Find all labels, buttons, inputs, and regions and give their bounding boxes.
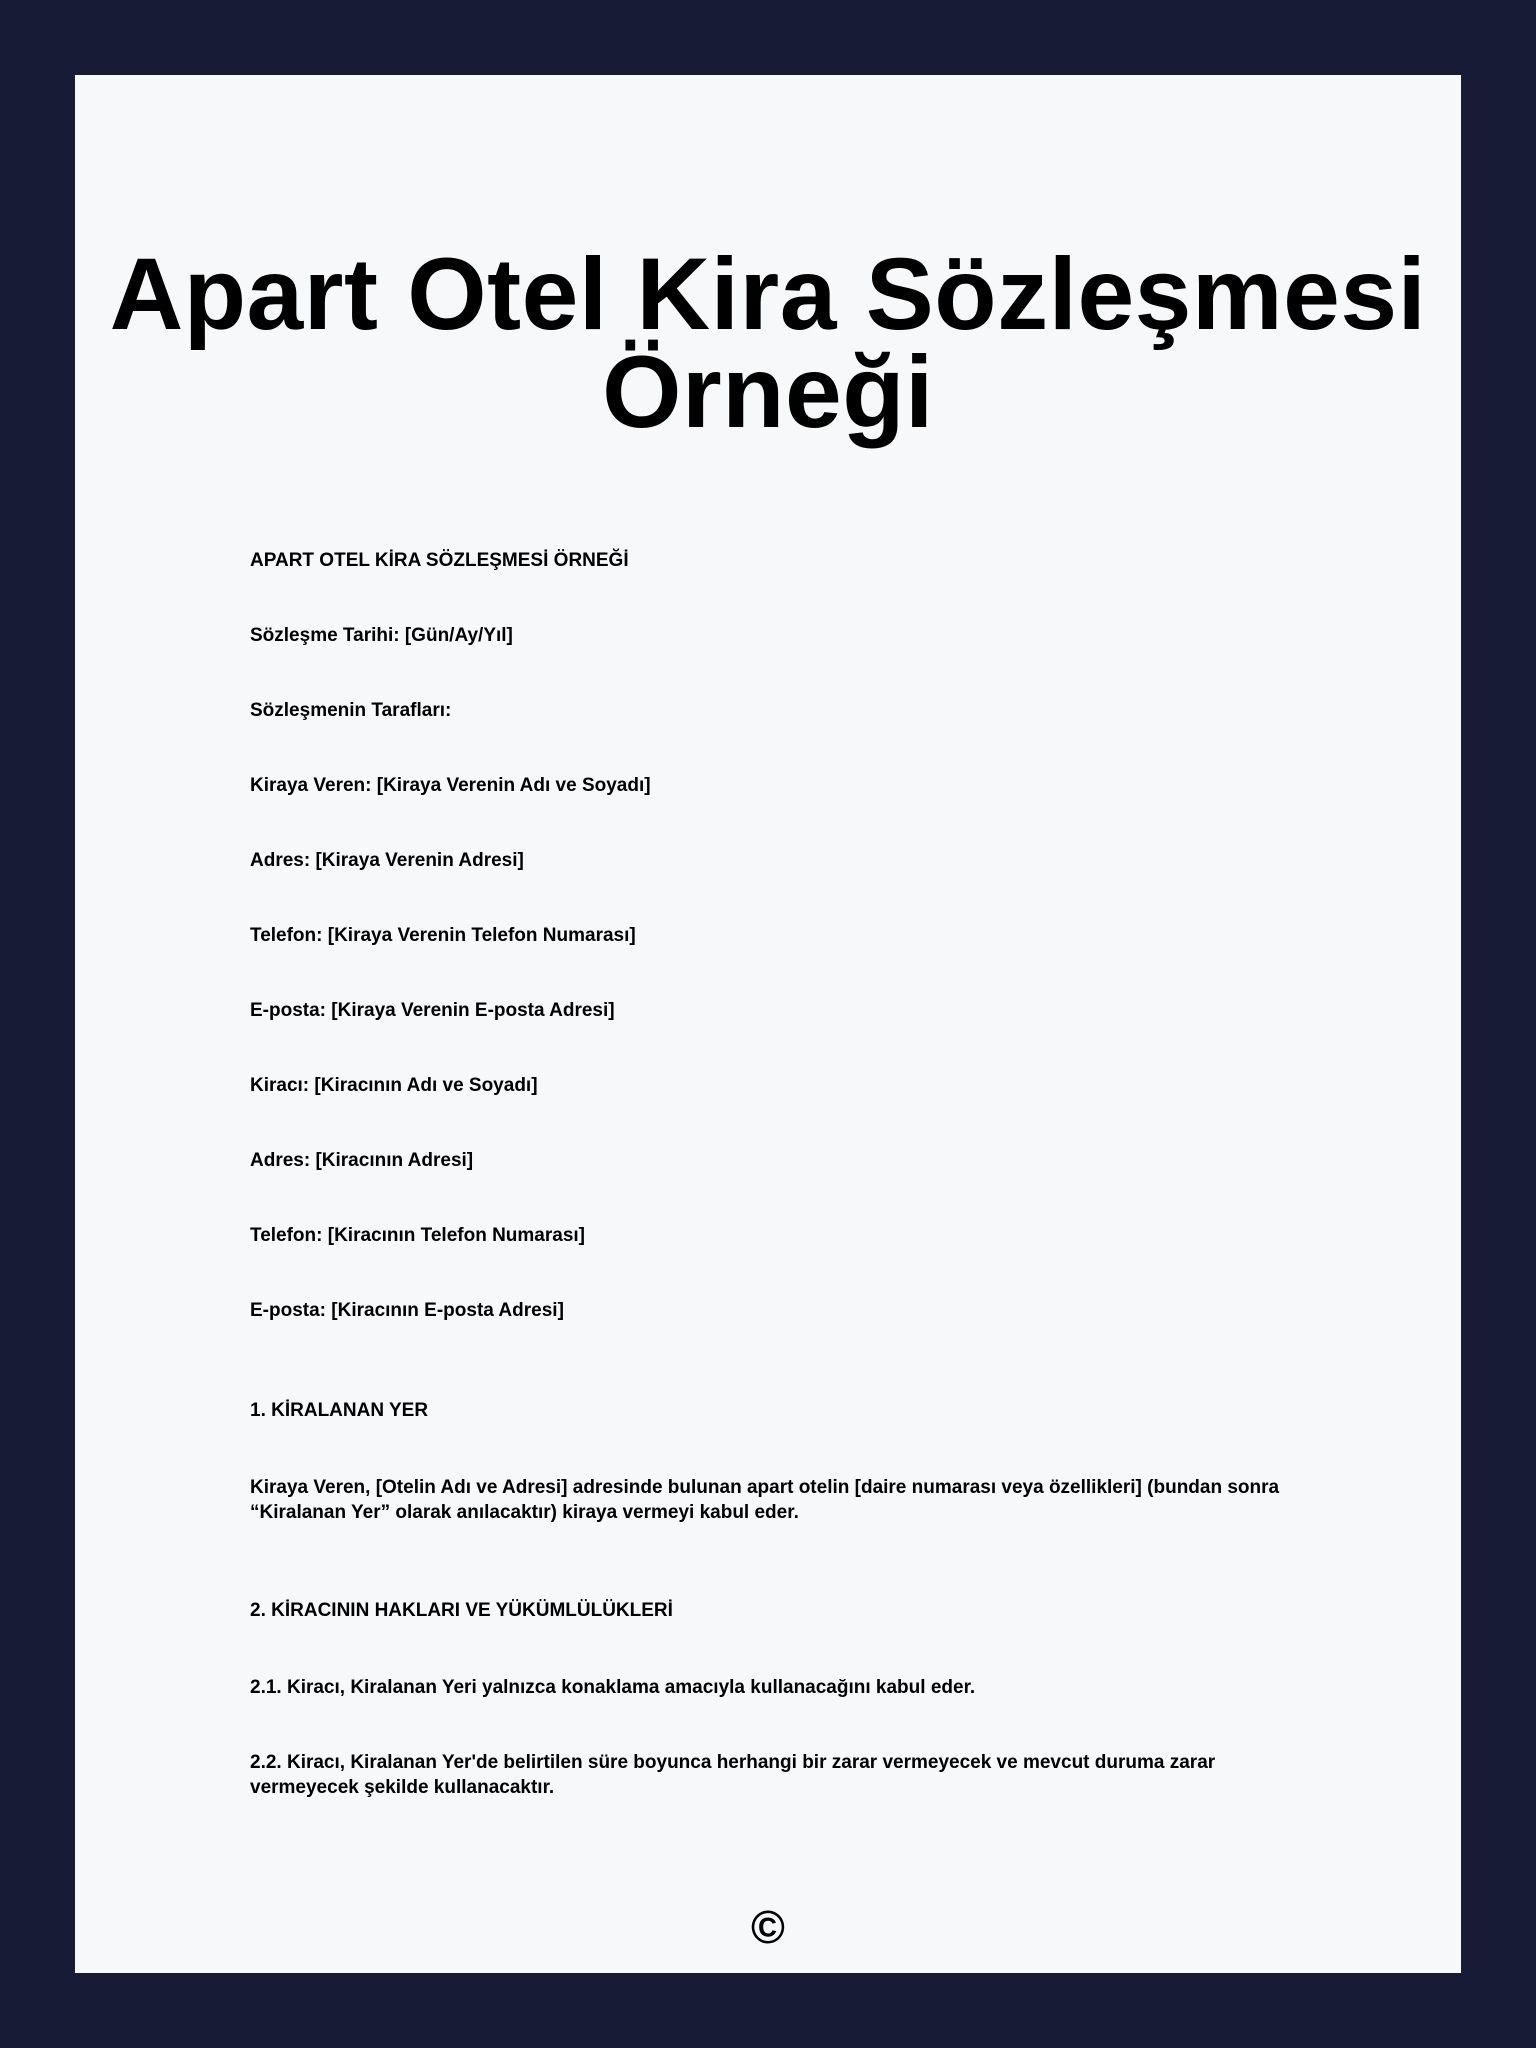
document-heading: APART OTEL KİRA SÖZLEŞMESİ ÖRNEĞİ — [250, 550, 629, 571]
section-1-heading: 1. KİRALANAN YER — [250, 1400, 429, 1421]
tenant-name: Kiracı: [Kiracının Adı ve Soyadı] — [250, 1075, 538, 1096]
copyright-icon: © — [751, 1901, 785, 1953]
section-2-clause-1: 2.1. Kiracı, Kiralanan Yeri yalnızca konaklama amacıyla kullanacağını kabul eder. — [250, 1677, 976, 1698]
landlord-address: Adres: [Kiraya Verenin Adresi] — [250, 850, 524, 871]
landlord-name: Kiraya Veren: [Kiraya Verenin Adı ve Soyadı] — [250, 775, 651, 796]
landlord-email: E-posta: [Kiraya Verenin E-posta Adresi] — [250, 1000, 615, 1021]
tenant-address: Adres: [Kiracının Adresi] — [250, 1150, 474, 1171]
page-title: Apart Otel Kira Sözleşmesi Örneği — [109, 237, 1427, 449]
section-2-clause-2: 2.2. Kiracı, Kiralanan Yer'de belirtilen süre boyunca herhangi bir zarar vermeyecek ve mevcut duruma zarar vermeyecek şekilde kullanacaktır. — [250, 1752, 1216, 1798]
section-2-heading: 2. KİRACININ HAKLARI VE YÜKÜMLÜLÜKLERİ — [250, 1600, 673, 1621]
contract-date: Sözleşme Tarihi: [Gün/Ay/Yıl] — [250, 625, 513, 646]
tenant-phone: Telefon: [Kiracının Telefon Numarası] — [250, 1225, 586, 1246]
landlord-phone: Telefon: [Kiraya Verenin Telefon Numarası] — [250, 925, 636, 946]
tenant-email: E-posta: [Kiracının E-posta Adresi] — [250, 1300, 564, 1321]
parties-label: Sözleşmenin Tarafları: — [250, 700, 452, 721]
section-1-body: Kiraya Veren, [Otelin Adı ve Adresi] adresinde bulunan apart otelin [daire numarası veya özellikleri] (bundan sonra “Kiralanan Yer” olarak anılacaktır) kiraya vermeyi kabul eder. — [250, 1477, 1280, 1523]
document-page — [75, 75, 1461, 1973]
